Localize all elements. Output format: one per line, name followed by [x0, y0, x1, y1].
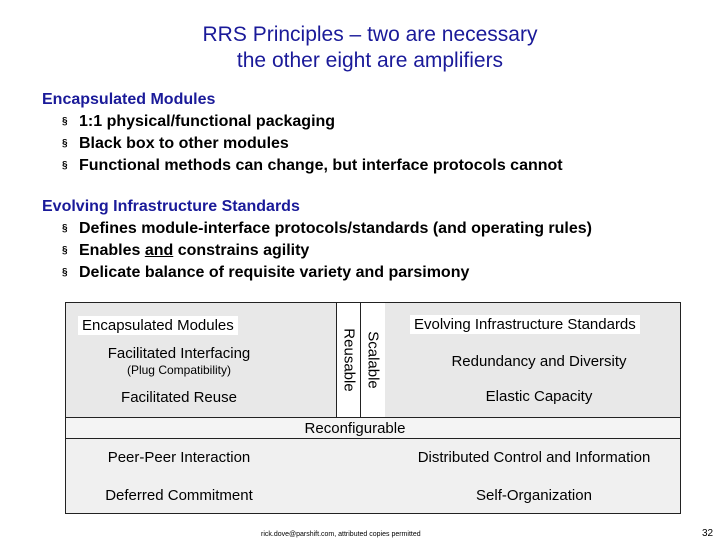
reusable-label: Reusable — [340, 328, 358, 392]
reconfigurable-band — [66, 417, 680, 439]
elastic-capacity-label: Elastic Capacity — [485, 388, 593, 405]
reconfigurable-label: Reconfigurable — [304, 420, 406, 437]
scalable-label: Scalable — [364, 331, 382, 389]
peer-interaction-label: Peer-Peer Interaction — [107, 449, 251, 466]
bullet-item: § Functional methods can change, but interface protocols cannot — [42, 155, 563, 177]
title-line-2: the other eight are amplifiers — [236, 49, 504, 72]
bullet-icon: § — [62, 245, 68, 256]
bullet-icon: § — [62, 138, 68, 149]
deferred-commitment-label: Deferred Commitment — [105, 487, 253, 504]
diagram-top-row — [66, 303, 680, 417]
bullet-icon: § — [62, 267, 68, 278]
section-heading: Evolving Infrastructure Standards — [42, 198, 300, 215]
distributed-control-label: Distributed Control and Information — [417, 449, 651, 466]
underlined-word: and — [144, 242, 174, 259]
bullet-item: § Enables and constrains agility — [42, 240, 592, 262]
standards-panel — [384, 303, 680, 417]
encapsulated-modules-label: Encapsulated Modules — [78, 317, 238, 334]
plug-compatibility-label: (Plug Compatibility) — [126, 363, 232, 377]
bullet-icon: § — [62, 160, 68, 171]
principles-diagram — [65, 302, 681, 514]
section-heading: Encapsulated Modules — [42, 91, 216, 108]
bullet-item: § 1:1 physical/functional packaging — [42, 111, 563, 133]
slide-title — [0, 22, 720, 74]
reusable-column — [336, 303, 361, 417]
bullet-icon: § — [62, 223, 68, 234]
footer-credit: rick.dove@parshift.com, attributed copies permitted — [261, 531, 421, 538]
self-organization-label: Self-Organization — [476, 487, 592, 504]
evolving-standards-label: Evolving Infrastructure Standards — [410, 316, 640, 333]
section-evolving-infrastructure — [42, 196, 592, 284]
scalable-column — [360, 303, 385, 417]
redundancy-diversity-label: Redundancy and Diversity — [451, 353, 627, 370]
facilitated-reuse-label: Facilitated Reuse — [121, 389, 237, 406]
encapsulated-panel — [66, 303, 336, 417]
bullet-item: § Black box to other modules — [42, 133, 563, 155]
section-encapsulated-modules — [42, 89, 563, 177]
title-line-1: RRS Principles – two are necessary — [202, 23, 538, 46]
bullet-item: § Defines module-interface protocols/standards (and operating rules) — [42, 218, 592, 240]
diagram-bottom-row — [66, 439, 680, 513]
page-number: 32 — [702, 528, 714, 539]
facilitated-interfacing-label: Facilitated Interfacing — [107, 345, 251, 362]
bullet-icon: § — [62, 116, 68, 127]
bullet-item: § Delicate balance of requisite variety and parsimony — [42, 262, 592, 284]
